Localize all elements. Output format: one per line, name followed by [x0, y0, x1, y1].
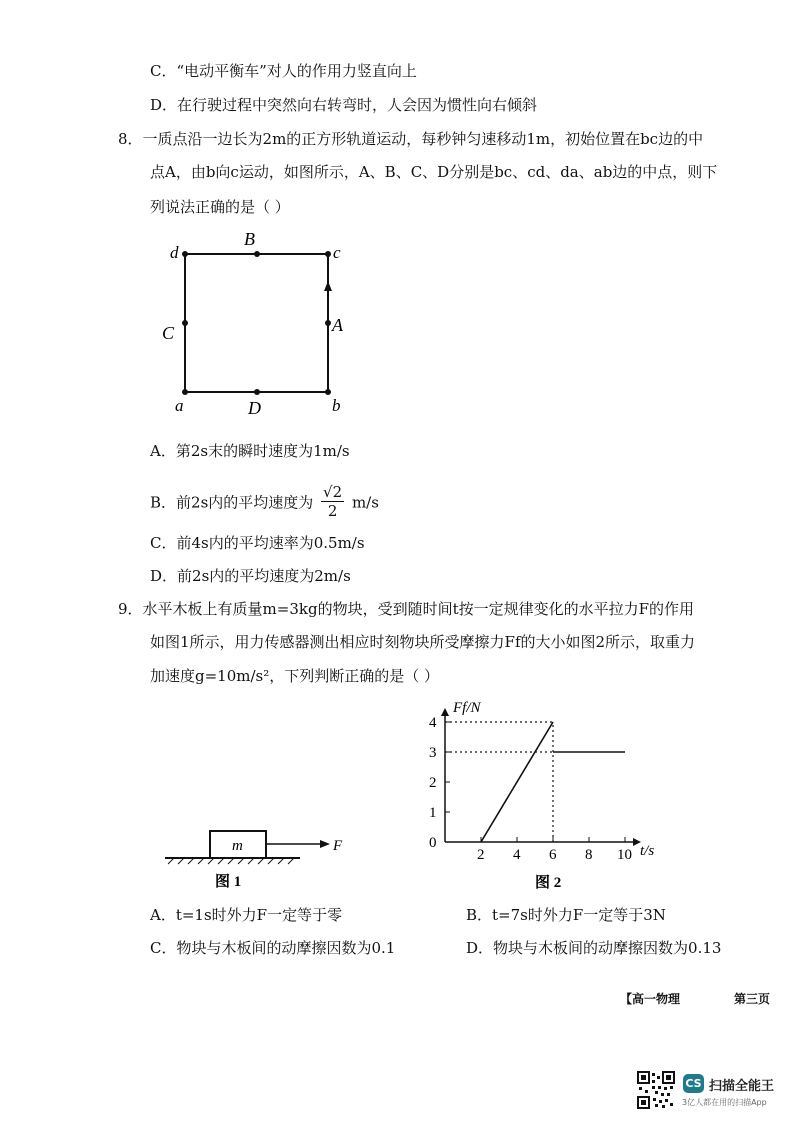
- q7-option-d: D．在行驶过程中突然向右转弯时，人会因为惯性向右倾斜: [150, 96, 538, 114]
- q9-option-a: A．t=1s时外力F一定等于零: [150, 906, 343, 924]
- y-tick-label: 2: [429, 775, 437, 791]
- q8-stem-line1: 8．一质点沿一边长为2m的正方形轨道运动，每秒钟匀速移动1m，初始位置在bc边的中: [118, 130, 704, 148]
- q8-option-a: A．第2s末的瞬时速度为1m/s: [150, 442, 350, 460]
- y-tick-label: 0: [429, 835, 437, 851]
- fraction-denominator: 2: [327, 502, 338, 520]
- vertex-a-dot: [182, 389, 188, 395]
- q9-option-d: D．物块与木板间的动摩擦因数为0.13: [466, 939, 722, 957]
- force-F-label: F: [333, 838, 343, 854]
- vertex-b-dot: [325, 389, 331, 395]
- label-b: b: [332, 396, 341, 415]
- fraction-numerator: √2: [323, 483, 343, 501]
- q8-square-track-figure: [150, 225, 365, 420]
- q8-option-b-text: B．前2s内的平均速度为: [150, 493, 314, 512]
- q9-option-c: C．物块与木板间的动摩擦因数为0.1: [150, 939, 396, 957]
- midpoint-D-dot: [254, 389, 260, 395]
- q9-figure1: [160, 820, 360, 895]
- midpoint-C-dot: [182, 320, 188, 326]
- footer-page: 第三页: [734, 992, 771, 1006]
- direction-arrow-head: [324, 281, 332, 291]
- label-B: B: [244, 229, 255, 249]
- chart-ylabel: Ff/N: [453, 700, 481, 716]
- x-tick-label: 2: [477, 847, 485, 863]
- q7-option-c: C．“电动平衡车”对人的作用力竖直向上: [150, 62, 417, 80]
- q8-option-c: C．前4s内的平均速率为0.5m/s: [150, 534, 365, 552]
- y-axis-arrow: [441, 708, 449, 716]
- block-m-label: m: [232, 838, 243, 854]
- vertex-c-dot: [325, 251, 331, 257]
- footer-course: 【高一物理: [620, 992, 681, 1006]
- label-a: a: [175, 396, 184, 415]
- figure2-caption: 图 2: [535, 875, 562, 891]
- q8-option-b-unit: m/s: [351, 493, 379, 512]
- q8-stem-line2: 点A，由b向c运动，如图所示，A、B、C、D分别是bc、cd、da、ab边的中点，则下: [150, 163, 718, 181]
- y-tick-label: 4: [429, 715, 437, 731]
- q9-option-b: B．t=7s时外力F一定等于3N: [466, 906, 666, 924]
- q9-stem-line2: 如图1所示，用力传感器测出相应时刻物块所受摩擦力Ff的大小如图2所示，取重力: [150, 633, 696, 651]
- q8-stem-line3: 列说法正确的是（ ）: [150, 198, 290, 216]
- scanner-tagline: 3亿人都在用的扫描App: [682, 1098, 767, 1107]
- label-d: d: [170, 243, 179, 262]
- force-arrow-head: [320, 840, 330, 848]
- figure1-caption: 图 1: [215, 874, 242, 890]
- label-D: D: [248, 398, 261, 418]
- label-C: C: [162, 323, 175, 343]
- midpoint-B-dot: [254, 251, 260, 257]
- qr-code-icon: [637, 1071, 675, 1109]
- q9-stem-line3: 加速度g=10m/s²，下列判断正确的是（ ）: [150, 667, 440, 685]
- scanner-name: 扫描全能王: [709, 1079, 775, 1094]
- chart-xlabel: t/s: [640, 843, 655, 859]
- x-tick-label: 6: [549, 847, 557, 863]
- y-tick-label: 1: [429, 805, 437, 821]
- label-c: c: [333, 243, 341, 262]
- q8-option-b: [150, 485, 379, 522]
- square-track: [185, 254, 328, 392]
- q9-stem-line1: 9．水平木板上有质量m=3kg的物块，受到随时间t按一定规律变化的水平拉力F的作用: [118, 600, 695, 618]
- q8-option-d: D．前2s内的平均速度为2m/s: [150, 567, 351, 585]
- y-tick-label: 3: [429, 745, 437, 761]
- scanner-badge: CS: [683, 1074, 704, 1093]
- q8-option-b-fraction: [321, 483, 344, 520]
- vertex-d-dot: [182, 251, 188, 257]
- label-A: A: [332, 315, 343, 335]
- x-tick-label: 10: [617, 847, 632, 863]
- series-line-1: [481, 722, 553, 842]
- x-tick-label: 4: [513, 847, 521, 863]
- x-tick-label: 8: [585, 847, 593, 863]
- q9-figure2-chart: [415, 692, 675, 897]
